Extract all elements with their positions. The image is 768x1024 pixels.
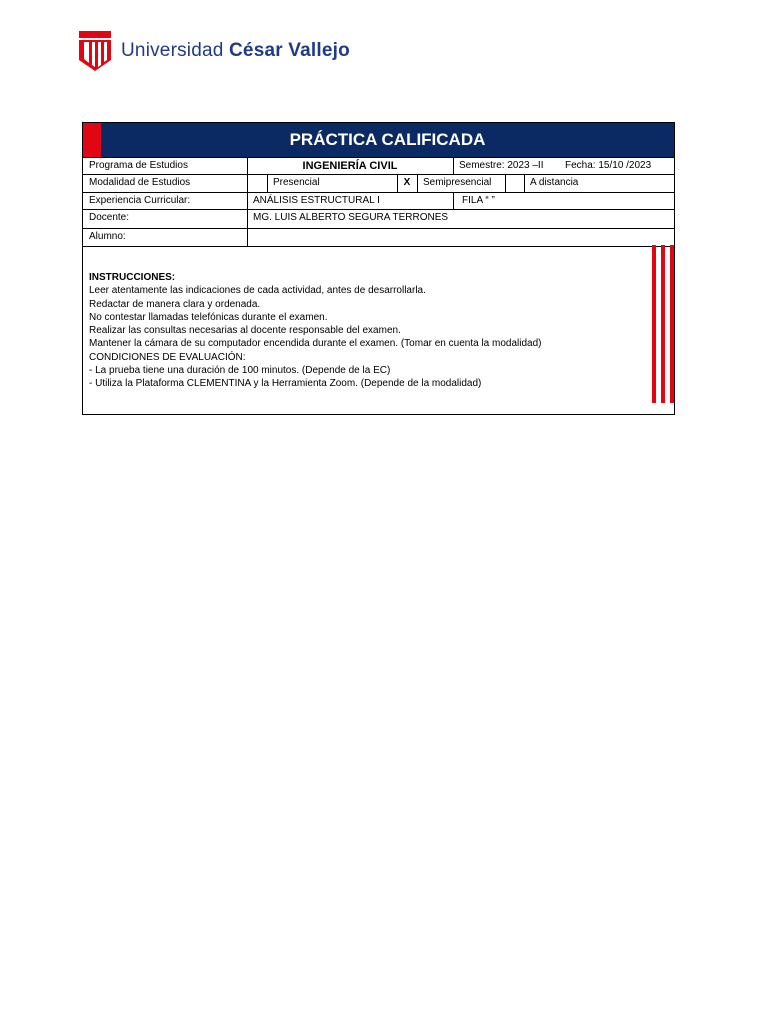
row-programa [83,157,674,175]
banner-red-block [83,123,101,157]
university-name: Universidad César Vallejo [121,40,350,61]
value-experiencia: ANÁLISIS ESTRUCTURAL I [253,195,380,206]
ucv-shield-icon [78,30,112,72]
instructions [89,271,542,391]
row-modalidad [83,174,674,193]
checkbox-distancia[interactable] [505,175,524,193]
label-modalidad: Modalidad de Estudios [89,177,191,188]
instruction-line: Mantener la cámara de su computador encendida durante el examen. (Tomar en cuenta la modalidad) [89,338,542,350]
instruction-line: No contestar llamadas telefónicas durante el examen. [89,311,328,323]
row-alumno [83,228,674,247]
checkbox-presencial[interactable] [247,175,267,193]
checkbox-semipresencial[interactable]: X [403,177,411,188]
input-alumno[interactable] [247,229,674,246]
university-logo [78,30,350,72]
label-programa: Programa de Estudios [89,160,188,171]
option-distancia: A distancia [530,177,579,188]
fecha: Fecha: 15/10 /2023 [565,160,652,171]
value-docente: MG. LUIS ALBERTO SEGURA TERRONES [253,212,449,223]
row-experiencia [83,192,674,210]
title-banner [83,123,674,157]
instruction-line: - Utiliza la Plataforma CLEMENTINA y la Herramienta Zoom. (Depende de la modalidad) [89,378,482,390]
form-title: PRÁCTICA CALIFICADA [289,130,486,149]
row-docente [83,209,674,229]
instruction-line: - La prueba tiene una duración de 100 minutos. (Depende de la EC) [89,365,391,377]
instruction-line: Leer atentamente las indicaciones de cada actividad, antes de desarrollarla. [89,285,426,297]
decorative-stripes [652,245,674,403]
instructions-heading: INSTRUCCIONES: [89,272,176,283]
instruction-line: Realizar las consultas necesarias al docente responsable del examen. [89,325,401,337]
value-programa: INGENIERÍA CIVIL [302,160,398,172]
label-docente: Docente: [89,212,130,223]
semestre: Semestre: 2023 –II [459,160,544,171]
instruction-line: CONDICIONES DE EVALUACIÓN: [89,351,246,363]
exam-form [82,122,675,415]
fila: FILA “ ” [462,195,495,206]
option-presencial: Presencial [273,177,320,188]
label-experiencia: Experiencia Curricular: [89,195,191,206]
instruction-line: Redactar de manera clara y ordenada. [89,298,261,310]
option-semipresencial: Semipresencial [423,177,492,188]
label-alumno: Alumno: [89,231,126,242]
